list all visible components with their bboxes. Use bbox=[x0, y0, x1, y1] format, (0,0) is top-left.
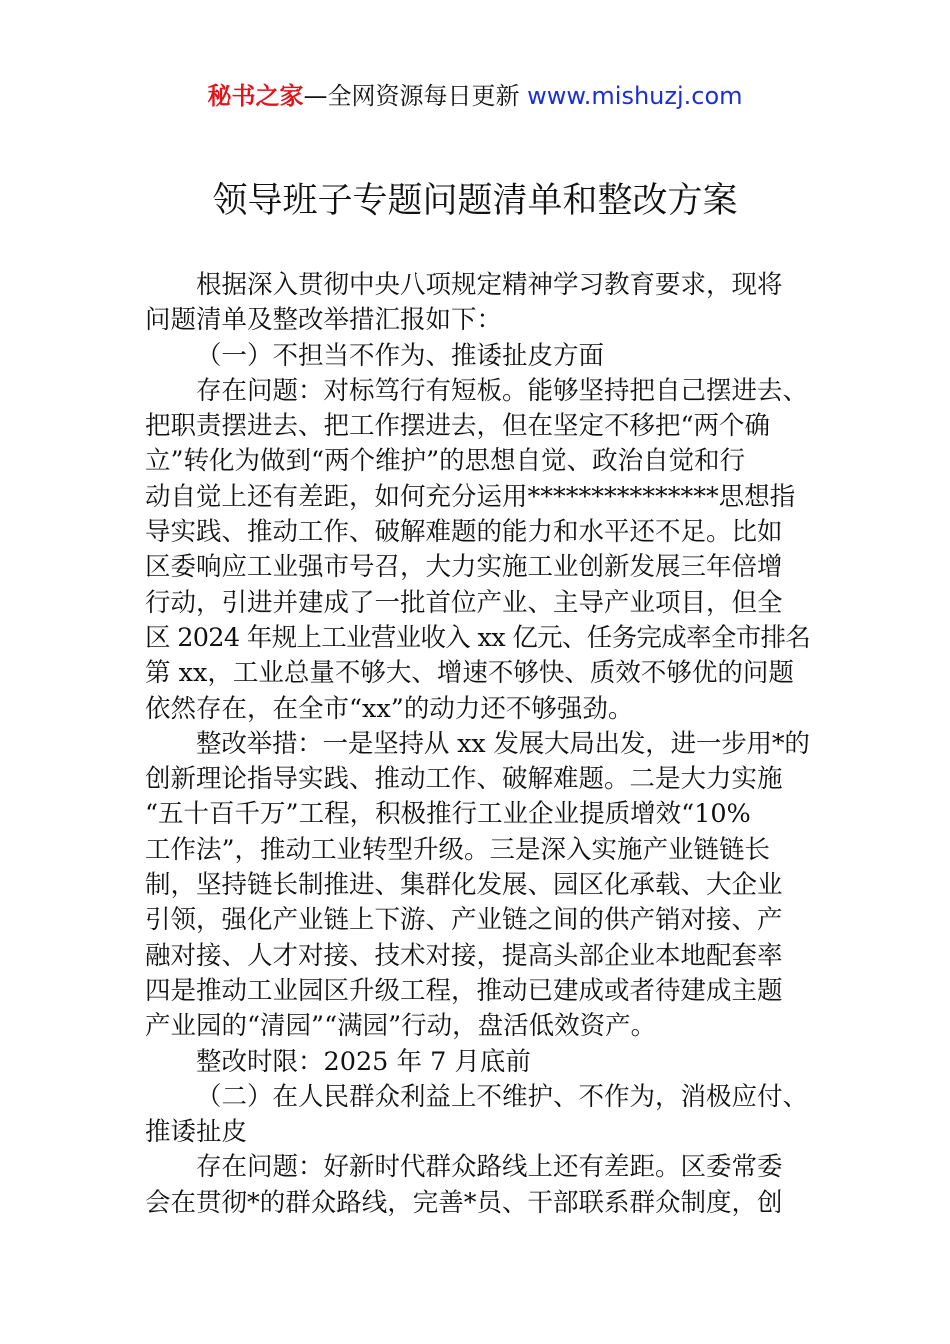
text-line: 区委响应工业强市号召，大力实施工业创新发展三年倍增 bbox=[145, 552, 783, 583]
text-line: 推诿扯皮 bbox=[145, 1117, 248, 1148]
text-line: 整改时限：2025 年 7 月底前 bbox=[196, 1046, 531, 1077]
text-line: 动自觉上还有差距，如何充分运用***************思想指 bbox=[145, 481, 796, 512]
text-line: 第 xx，工业总量不够大、增速不够快、质效不够优的问题 bbox=[145, 658, 794, 689]
text-line: 行动，引进并建成了一批首位产业、主导产业项目，但全 bbox=[145, 587, 783, 618]
text-line: 问题清单及整改举措汇报如下： bbox=[145, 305, 503, 336]
text-line: 产业园的“清园”“满园”行动，盘活低效资产。 bbox=[145, 1011, 657, 1042]
text-line: 整改举措：一是坚持从 xx 发展大局出发，进一步用*的 bbox=[196, 728, 810, 759]
text-line: 引领，强化产业链上下游、产业链之间的供产销对接、产 bbox=[145, 905, 783, 936]
header-url-link[interactable]: www.mishuzj.com bbox=[527, 82, 743, 110]
text-line: 四是推动工业园区升级工程，推动已建成或者待建成主题 bbox=[145, 975, 783, 1006]
text-line: 融对接、人才对接、技术对接，提高头部企业本地配套率 bbox=[145, 940, 783, 971]
text-line: 导实践、推动工作、破解难题的能力和水平还不足。比如 bbox=[145, 517, 783, 548]
text-line: （二）在人民群众利益上不维护、不作为，消极应付、 bbox=[196, 1081, 809, 1112]
header-tagline: —全网资源每日更新 bbox=[303, 82, 528, 110]
text-line: “五十百千万”工程，积极推行工业企业提质增效“10% bbox=[145, 799, 751, 830]
text-line: 存在问题：对标笃行有短板。能够坚持把自己摆进去、 bbox=[196, 375, 809, 406]
text-line: 制，坚持链长制推进、集群化发展、园区化承载、大企业 bbox=[145, 870, 783, 901]
text-line: （一）不担当不作为、推诿扯皮方面 bbox=[196, 340, 605, 371]
text-line: 依然存在，在全市“xx”的动力还不够强劲。 bbox=[145, 693, 634, 724]
text-line: 把职责摆进去、把工作摆进去，但在坚定不移把“两个确 bbox=[145, 411, 771, 442]
text-line: 立”转化为做到“两个维护”的思想自觉、政治自觉和行 bbox=[145, 446, 746, 477]
text-line: 会在贯彻*的群众路线，完善*员、干部联系群众制度，创 bbox=[145, 1187, 783, 1218]
text-line: 工作法”，推动工业转型升级。三是深入实施产业链链长 bbox=[145, 834, 771, 865]
text-line: 根据深入贯彻中央八项规定精神学习教育要求，现将 bbox=[196, 270, 783, 300]
document-title: 领导班子专题问题清单和整改方案 bbox=[212, 181, 738, 221]
document-body bbox=[145, 268, 810, 1221]
site-header bbox=[0, 80, 950, 112]
text-line: 存在问题：好新时代群众路线上还有差距。区委常委 bbox=[196, 1152, 783, 1183]
text-line: 创新理论指导实践、推动工作、破解难题。二是大力实施 bbox=[145, 764, 783, 795]
text-line: 区 2024 年规上工业营业收入 xx 亿元、任务完成率全市排名 bbox=[145, 622, 811, 653]
brand-name: 秘书之家 bbox=[207, 82, 304, 110]
